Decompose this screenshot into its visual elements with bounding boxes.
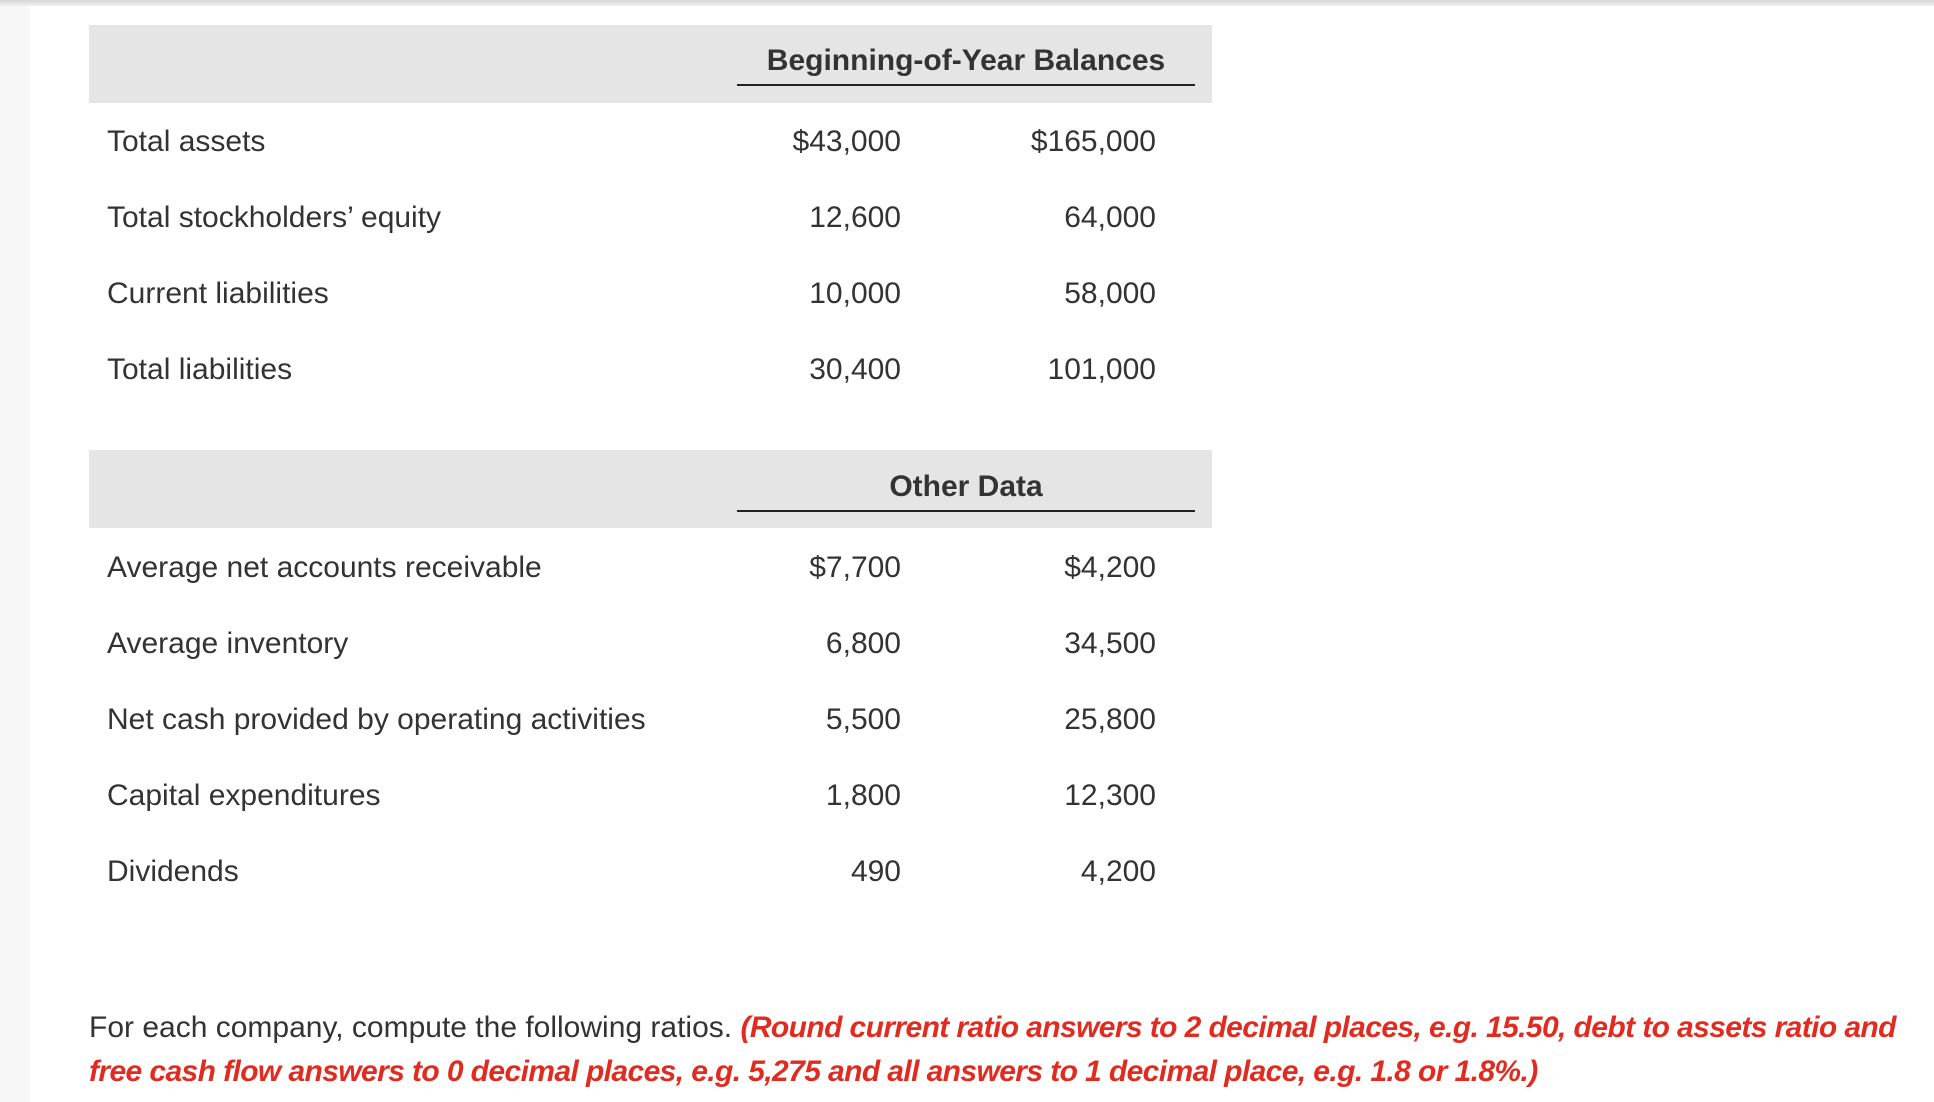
table-row (89, 852, 1212, 892)
company-2-value: 12,300 (1064, 779, 1156, 812)
instructions-lead: For each company, compute the following ratios. (89, 1011, 741, 1044)
rounding-instructions: (Round current ratio answers to 2 decimal places, e.g. 15.50, debt to assets ratio and free cash flow answers to 0 decimal places, e.g. 5,275 and all answers to 1 decimal place, e.g. 1.8 or 1.8%.) (89, 1011, 1896, 1088)
company-2-value: 64,000 (1064, 201, 1156, 234)
company-1-value: 490 (850, 855, 901, 888)
company-1-value: $43,000 (792, 125, 901, 158)
instructions-text (89, 1006, 1919, 1094)
content-sheet (30, 6, 1934, 1102)
company-1-value: 12,600 (809, 201, 901, 234)
row-label: Average net accounts receivable (107, 551, 542, 584)
company-2-value: 4,200 (1080, 855, 1156, 888)
company-2-value: $4,200 (1064, 551, 1156, 584)
row-label: Dividends (107, 855, 239, 888)
row-label: Total stockholders’ equity (107, 201, 442, 234)
row-label: Total liabilities (107, 353, 293, 386)
company-1-value: 10,000 (809, 277, 901, 310)
company-2-value: 34,500 (1064, 627, 1156, 660)
company-1-value: 30,400 (809, 353, 901, 386)
table-row (89, 548, 1212, 588)
table-row (89, 122, 1212, 162)
other-data-header: Other Data (737, 470, 1195, 512)
table-row (89, 350, 1212, 390)
company-1-value: 1,800 (825, 779, 901, 812)
row-label: Average inventory (107, 627, 349, 660)
table-row (89, 700, 1212, 740)
company-2-value: $165,000 (1030, 125, 1156, 158)
company-1-value: 5,500 (825, 703, 901, 736)
table-row (89, 776, 1212, 816)
company-2-value: 58,000 (1064, 277, 1156, 310)
table-row (89, 198, 1212, 238)
row-label: Net cash provided by operating activities (107, 703, 646, 736)
row-label: Current liabilities (107, 277, 329, 310)
company-2-value: 25,800 (1064, 703, 1156, 736)
table-row (89, 624, 1212, 664)
company-2-value: 101,000 (1047, 353, 1156, 386)
table-row (89, 274, 1212, 314)
balances-header: Beginning-of-Year Balances (737, 44, 1195, 86)
company-1-value: $7,700 (809, 551, 901, 584)
row-label: Total assets (107, 125, 266, 158)
company-1-value: 6,800 (825, 627, 901, 660)
row-label: Capital expenditures (107, 779, 381, 812)
